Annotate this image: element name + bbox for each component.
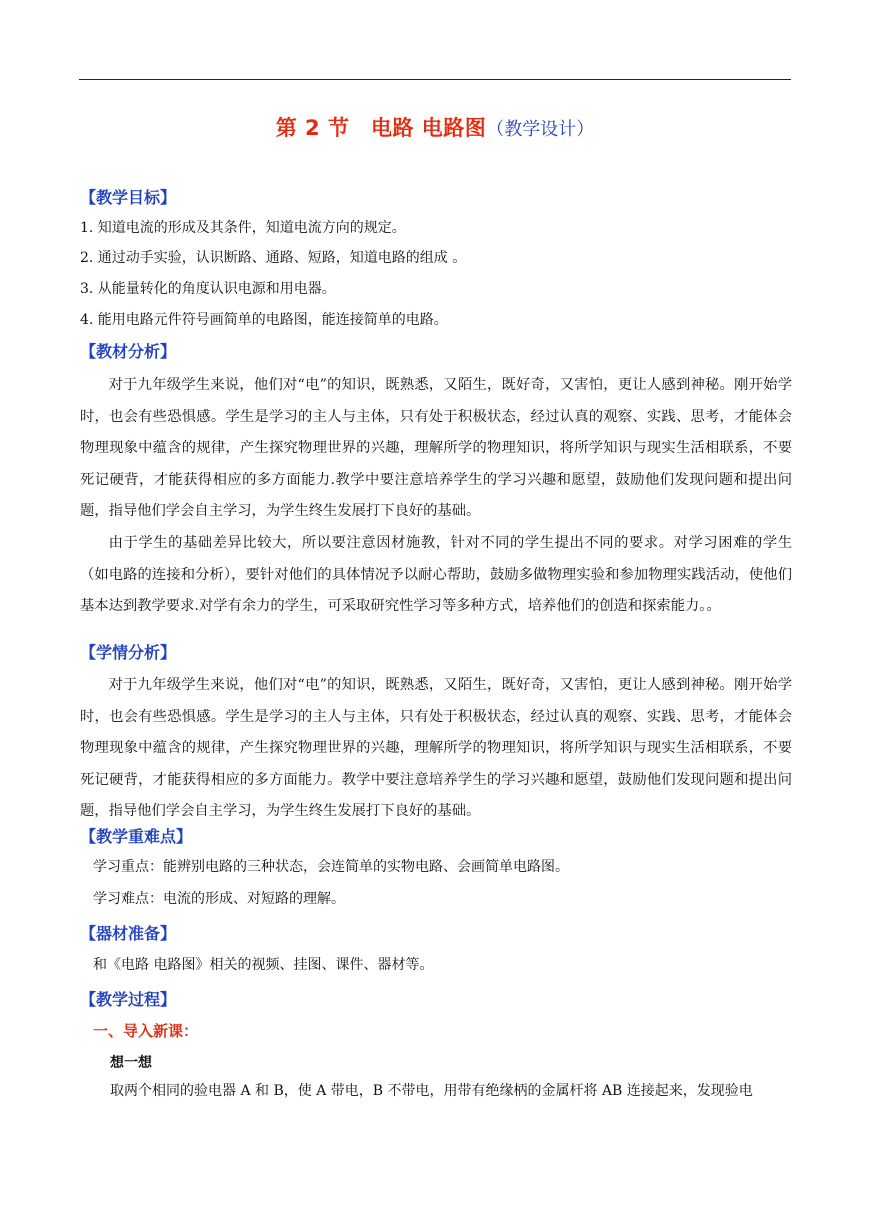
material-analysis-para-2: 由于学生的基础差异比较大，所以要注意因材施教，针对不同的学生提出不同的要求。对学习困难的学生（如电路的连接和分析），要针对他们的具体情况予以耐心帮助，鼓励多做物理实验和参加物理实践活动，使他们基本达到教学要求.对学有余力的学生，可采取研究性学习等多种方式，培养他们的创造和探索能力。。 xyxy=(80,535,792,614)
objective-item-3: 3. 从能量转化的角度认识电源和用电器。 xyxy=(80,281,336,297)
material-analysis-heading: 【教材分析】 xyxy=(80,342,177,361)
process-heading: 【教学过程】 xyxy=(80,990,177,1009)
process-text: 取两个相同的验电器 A 和 B，使 A 带电，B 不带电，用带有绝缘柄的金属杆将 AB 连接起来，发现验电 xyxy=(110,1083,753,1099)
student-analysis-heading: 【学情分析】 xyxy=(80,643,177,662)
page-title xyxy=(0,112,870,142)
objective-item-4: 4. 能用电路元件符号画简单的电路图，能连接简单的电路。 xyxy=(80,312,448,328)
objective-item-2: 2. 通过动手实验，认识断路、通路、短路，知道电路的组成 。 xyxy=(80,250,467,266)
process-step-1: 一、导入新课： xyxy=(93,1022,199,1040)
student-analysis-para: 对于九年级学生来说，他们对“电”的知识，既熟悉，又陌生，既好奇，又害怕，更让人感到神秘。刚开始学时，也会有些恐惧感。学生是学习的主人与主体，只有处于积极状态，经过认真的观察、实践、思考，才能体会物理现象中蕴含的规律，产生探究物理世界的兴趣，理解所学的物理知识，将所学知识与现实生活相联系，不要死记硬背，才能获得相应的多方面能力。教学中要注意培养学生的学习兴趣和愿望，鼓励他们发现问题和提出问题，指导他们学会自主学习，为学生终生发展打下良好的基础。 xyxy=(80,677,792,819)
title-sub: （教学设计） xyxy=(486,119,595,140)
title-main: 第 2 节 电路 电路图 xyxy=(275,116,487,140)
objectives-heading: 【教学目标】 xyxy=(80,188,177,207)
material-analysis-para-1: 对于九年级学生来说，他们对“电”的知识，既熟悉，又陌生，既好奇，又害怕，更让人感到神秘。刚开始学时，也会有些恐惧感。学生是学习的主人与主体，只有处于积极状态，经过认真的观察、实践、思考，才能体会物理现象中蕴含的规律，产生探究物理世界的兴趣，理解所学的物理知识，将所学知识与现实生活相联系，不要死记硬背，才能获得相应的多方面能力.教学中要注意培养学生的学习兴趣和愿望，鼓励他们发现问题和提出问题，指导他们学会自主学习，为学生终生发展打下良好的基础。 xyxy=(80,377,792,519)
key-focus: 学习重点：能辨别电路的三种状态，会连简单的实物电路、会画简单电路图。 xyxy=(93,859,569,875)
header-rule xyxy=(79,79,791,80)
key-points-heading: 【教学重难点】 xyxy=(80,827,193,846)
equipment-heading: 【器材准备】 xyxy=(80,924,177,943)
think-heading: 想一想 xyxy=(110,1055,152,1071)
objective-item-1: 1. 知道电流的形成及其条件，知道电流方向的规定。 xyxy=(80,220,406,236)
equipment-text: 和《电路 电路图》相关的视频、挂图、课件、器材等。 xyxy=(93,957,434,973)
key-difficulty: 学习难点：电流的形成、对短路的理解。 xyxy=(93,891,345,907)
